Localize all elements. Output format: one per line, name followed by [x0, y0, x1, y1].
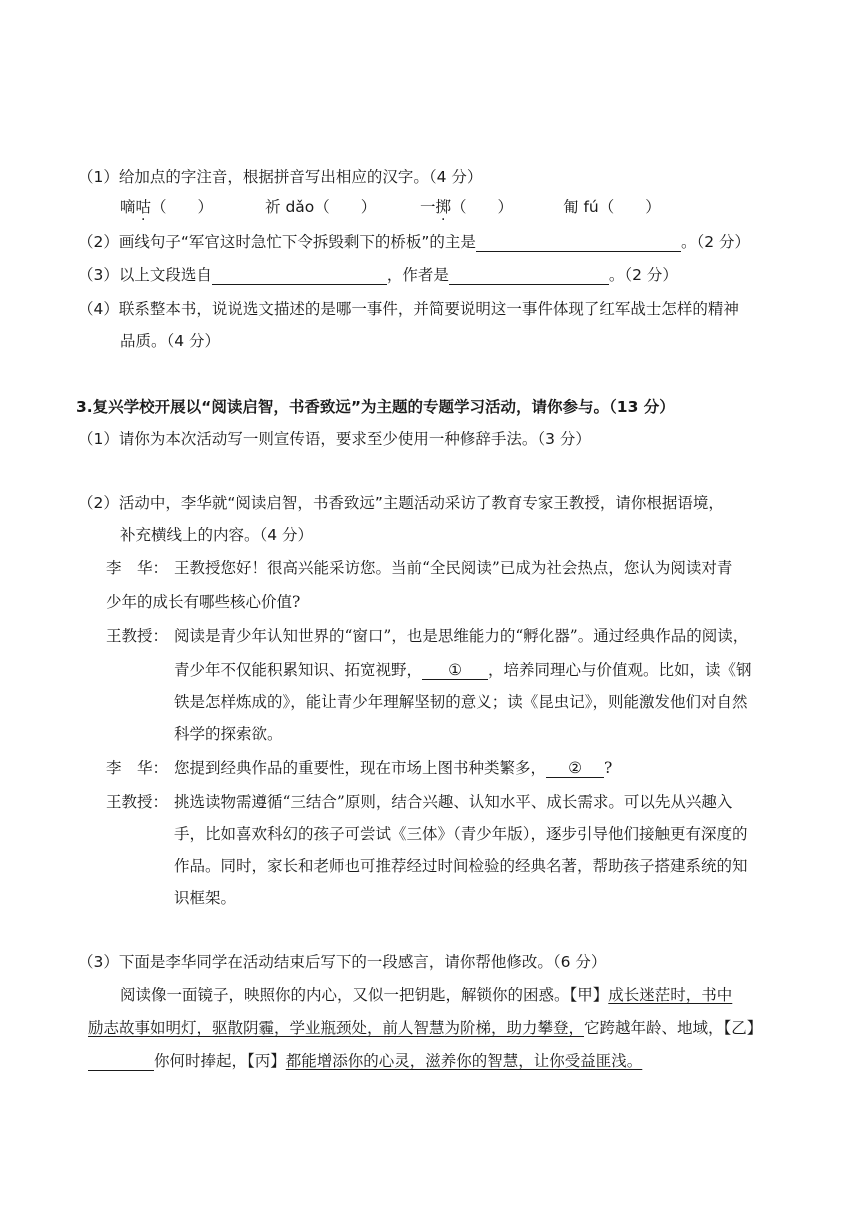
dialogue-li1-line2: 少年的成长有哪些核心价值? — [106, 593, 301, 611]
dotted-char: 咕 — [135, 198, 152, 216]
q2-part4-line2: 品质。（4 分） — [120, 332, 221, 350]
dialogue-text: ，培养同理心与价值观。比如，读《钢 — [488, 661, 752, 679]
dialogue-text: ? — [604, 759, 613, 777]
essay-text: 它跨越年龄、地域，【乙】 — [584, 1019, 763, 1037]
pinyin-item-1 — [120, 195, 213, 217]
q2-part1-instruction: （1）给加点的字注音，根据拼音写出相应的汉字。（4 分） — [78, 168, 483, 186]
dialogue-wang2-line4: 识框架。 — [174, 889, 237, 907]
answer-paren[interactable]: （ ） — [451, 198, 514, 216]
pinyin-text: fú — [583, 198, 599, 216]
q2-part4-line1: （4）联系整本书，说说选文描述的是哪一事件，并简要说明这一事件体现了红军战士怎样的精神 — [78, 300, 739, 318]
answer-blank-2[interactable] — [546, 759, 604, 778]
dialogue-wang2-line3: 作品。同时，家长和老师也可推荐经过时间检验的经典名著，帮助孩子搭建系统的知 — [174, 857, 748, 875]
q2-part2-score: 。（2 分） — [680, 233, 750, 251]
speaker-li-label: 李 华： — [106, 559, 169, 577]
dialogue-li2 — [174, 756, 612, 778]
speaker-wang-label: 王教授： — [106, 627, 169, 645]
dialogue-wang2-line2: 手，比如喜欢科幻的孩子可尝试《三体》（青少年版），逐步引导他们接触更有深度的 — [174, 825, 748, 843]
essay-line3 — [88, 1049, 642, 1071]
answer-blank-source[interactable] — [212, 266, 387, 285]
item-pre: 祈 — [265, 198, 286, 216]
dialogue-wang2-line1: 挑选读物需遵循“三结合”原则，结合兴趣、认知水平、成长需求。可以先从兴趣入 — [174, 793, 733, 811]
dialogue-wang1-line1: 阅读是青少年认知世界的“窗口”，也是思维能力的“孵化器”。通过经典作品的阅读， — [174, 627, 749, 645]
answer-paren[interactable]: （ ） — [598, 198, 661, 216]
dialogue-text: 您提到经典作品的重要性，现在市场上图书种类繁多， — [174, 759, 547, 777]
item-pre: 一 — [420, 198, 436, 216]
item-pre: 嘀 — [120, 198, 136, 216]
dialogue-wang1-line2 — [174, 658, 752, 680]
answer-paren[interactable]: （ ） — [314, 198, 377, 216]
answer-blank-yi[interactable] — [88, 1052, 154, 1071]
q2-part3-text-a: （3）以上文段选自 — [78, 266, 212, 284]
answer-blank-subject[interactable] — [476, 233, 681, 252]
dialogue-li1-line1: 王教授您好！很高兴能采访您。当前“全民阅读”已成为社会热点，您认为阅读对青 — [174, 559, 733, 577]
q3-part3: （3）下面是李华同学在活动结束后写下的一段感言，请你帮他修改。（6 分） — [78, 953, 607, 971]
q3-heading: 3.复兴学校开展以“阅读启智，书香致远”为主题的专题学习活动，请你参与。（13 分） — [76, 398, 675, 416]
essay-text: 阅读像一面镜子，映照你的内心，又似一把钥匙，解锁你的困惑。【甲】 — [120, 986, 609, 1004]
item-pre: 匍 — [563, 198, 584, 216]
pinyin-item-2 — [265, 195, 376, 217]
q2-part2-text: （2）画线句子“军官这时急忙下令拆毁剩下的桥板”的主是 — [78, 233, 476, 251]
dialogue-wang1-line3: 铁是怎样炼成的》，能让青少年理解坚韧的意义；读《昆虫记》，则能激发他们对自然 — [174, 693, 748, 711]
essay-underlined-jia: 成长迷茫时，书中 — [608, 986, 733, 1004]
pinyin-text: dǎo — [285, 198, 315, 216]
dialogue-wang1-line4: 科学的探索欲。 — [174, 725, 283, 743]
pinyin-item-3 — [420, 195, 513, 217]
pinyin-item-4 — [563, 195, 661, 217]
speaker-wang-label-2: 王教授： — [106, 793, 169, 811]
dialogue-text: 青少年不仅能积累知识、拓宽视野， — [174, 661, 423, 679]
blank-number-1: ① — [448, 661, 462, 679]
essay-line2 — [88, 1016, 762, 1038]
essay-line1 — [120, 983, 732, 1005]
answer-blank-1[interactable] — [422, 661, 488, 680]
blank-number-2: ② — [568, 759, 582, 777]
essay-text: 你何时捧起，【丙】 — [154, 1052, 286, 1070]
q2-part3-score: 。（2 分） — [608, 266, 678, 284]
q2-part3 — [78, 263, 678, 285]
q3-part2-line1: （2）活动中，李华就“阅读启智，书香致远”主题活动采访了教育专家王教授，请你根据语境， — [78, 494, 724, 512]
q2-part2 — [78, 230, 750, 252]
answer-blank-author[interactable] — [449, 266, 609, 285]
q2-part3-text-b: ，作者是 — [386, 266, 449, 284]
dotted-char: 掷 — [435, 198, 452, 216]
q3-part1: （1）请你为本次活动写一则宣传语，要求至少使用一种修辞手法。（3 分） — [78, 430, 591, 448]
essay-underlined-jia-cont: 励志故事如明灯，驱散阴霾，学业瓶颈处，前人智慧为阶梯，助力攀登， — [88, 1019, 585, 1037]
speaker-li-label-2: 李 华： — [106, 759, 169, 777]
answer-paren[interactable]: （ ） — [151, 198, 214, 216]
q3-part2-line2: 补充横线上的内容。（4 分） — [120, 526, 314, 544]
essay-underlined-bing: 都能增添你的心灵，滋养你的智慧，让你受益匪浅。 — [285, 1052, 643, 1070]
